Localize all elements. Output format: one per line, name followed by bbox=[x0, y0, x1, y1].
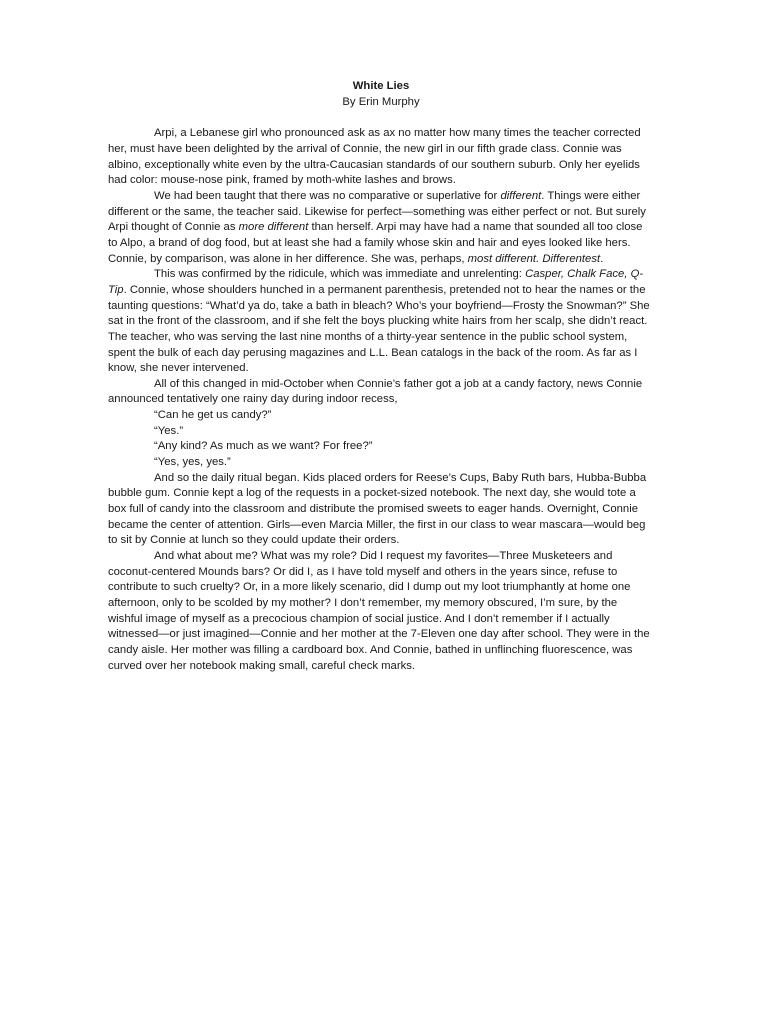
paragraph-5: And so the daily ritual began. Kids placed orders for Reese’s Cups, Baby Ruth bars, Hubba-Bubba bubble gum. Connie kept a log of the requests in a pocket-sized notebook. The next day, she would tote a box full of candy into the classroom and distribute the promised sweets to eager hands. Overnight, Connie became the center of attention. Girls—even Marcia Miller, the first in our class to wear mascara—would beg to sit by Connie at lunch so they could update their orders. bbox=[108, 471, 647, 547]
dialogue-line-2: “Yes.” bbox=[154, 424, 184, 437]
paragraph-6: And what about me? What was my role? Did I request my favorites—Three Musketeers and coconut-centered Mounds bars? Or did I, as I have told myself and others in the years since, refuse to contribute to such cruelty? Or, in a more likely scenario, did I dump out my loot triumphantly at home one afternoon, only to be scolded by my mother? I don’t remember, my memory obscured, I’m sure, by the wishful image of myself as a precocious champion of social justice. And I don’t remember if I actually witnessed—or just imagined—Connie and her mother at the 7-Eleven one day after school. They were in the candy aisle. Her mother was filling a cardboard box. And Connie, bathed in unflinching fluorescence, was curved over her notebook making small, careful check marks. bbox=[108, 550, 650, 672]
paragraph-3 bbox=[108, 267, 654, 377]
paragraph-3-emphasis: Casper, Chalk Face, Q-Tip bbox=[108, 268, 644, 296]
dialogue-line-4: “Yes, yes, yes.” bbox=[154, 456, 231, 469]
paragraph-2-text: . Things were either different or the same, the teacher said. Likewise for perfect—something was either perfect or not. But surely Arpi thought of Connie as bbox=[108, 189, 646, 234]
dialogue-line-3: “Any kind? As much as we want? For free?” bbox=[154, 440, 373, 453]
paragraph-4: All of this changed in mid-October when Connie’s father got a job at a candy factory, news Connie announced tentatively one rainy day during indoor recess, bbox=[108, 377, 643, 406]
dialogue-line-1: “Can he get us candy?” bbox=[154, 409, 272, 422]
author-byline: By Erin Murphy bbox=[342, 95, 420, 108]
paragraph-2-emphasis: most different. Differentest bbox=[467, 252, 601, 265]
paragraph-2-emphasis: more different bbox=[238, 221, 309, 234]
paragraph-3-text: . Connie, whose shoulders hunched in a permanent parenthesis, pretended not to hear the names or the taunting questions: “What’d ya do, take a bath in bleach? Who’s your boyfriend—Frosty the Snowman?” She sat in the front of the classroom, and if she felt the boys plucking white hairs from her scalp, she didn’t react. The teacher, who was serving the last nine months of a thirty-year sentence in the public school system, spent the bulk of each day perusing magazines and L.L. Bean catalogs in the back of the room. As far as I know, she never intervened. bbox=[108, 283, 650, 375]
paragraph-2-emphasis: different bbox=[500, 189, 542, 202]
paragraph-2-text: than herself. Arpi may have had a name that sounded all too close to Alpo, a brand of dog food, but at least she had a family whose skin and hair and eyes looked like hers. Connie, by comparison, was alone in her difference. She was, perhaps, bbox=[108, 221, 643, 265]
paragraph-1: Arpi, a Lebanese girl who pronounced ask as ax no matter how many times the teacher corrected her, must have been delighted by the arrival of Connie, the new girl in our fifth grade class. Connie was albino, exceptionally white even by the ultra-Caucasian standards of our southern suburb. Only her eyelids had color: mouse-nose pink, framed by moth-white lashes and brows. bbox=[108, 127, 641, 187]
paragraph-2 bbox=[108, 189, 654, 267]
paragraph-2-text: . bbox=[600, 252, 604, 265]
paragraph-2-text: We had been taught that there was no comparative or superlative for bbox=[154, 189, 501, 202]
paragraph-3-text: This was confirmed by the ridicule, which was immediate and unrelenting: bbox=[154, 268, 526, 281]
document-title: White Lies bbox=[352, 80, 410, 92]
document-page bbox=[108, 79, 654, 674]
